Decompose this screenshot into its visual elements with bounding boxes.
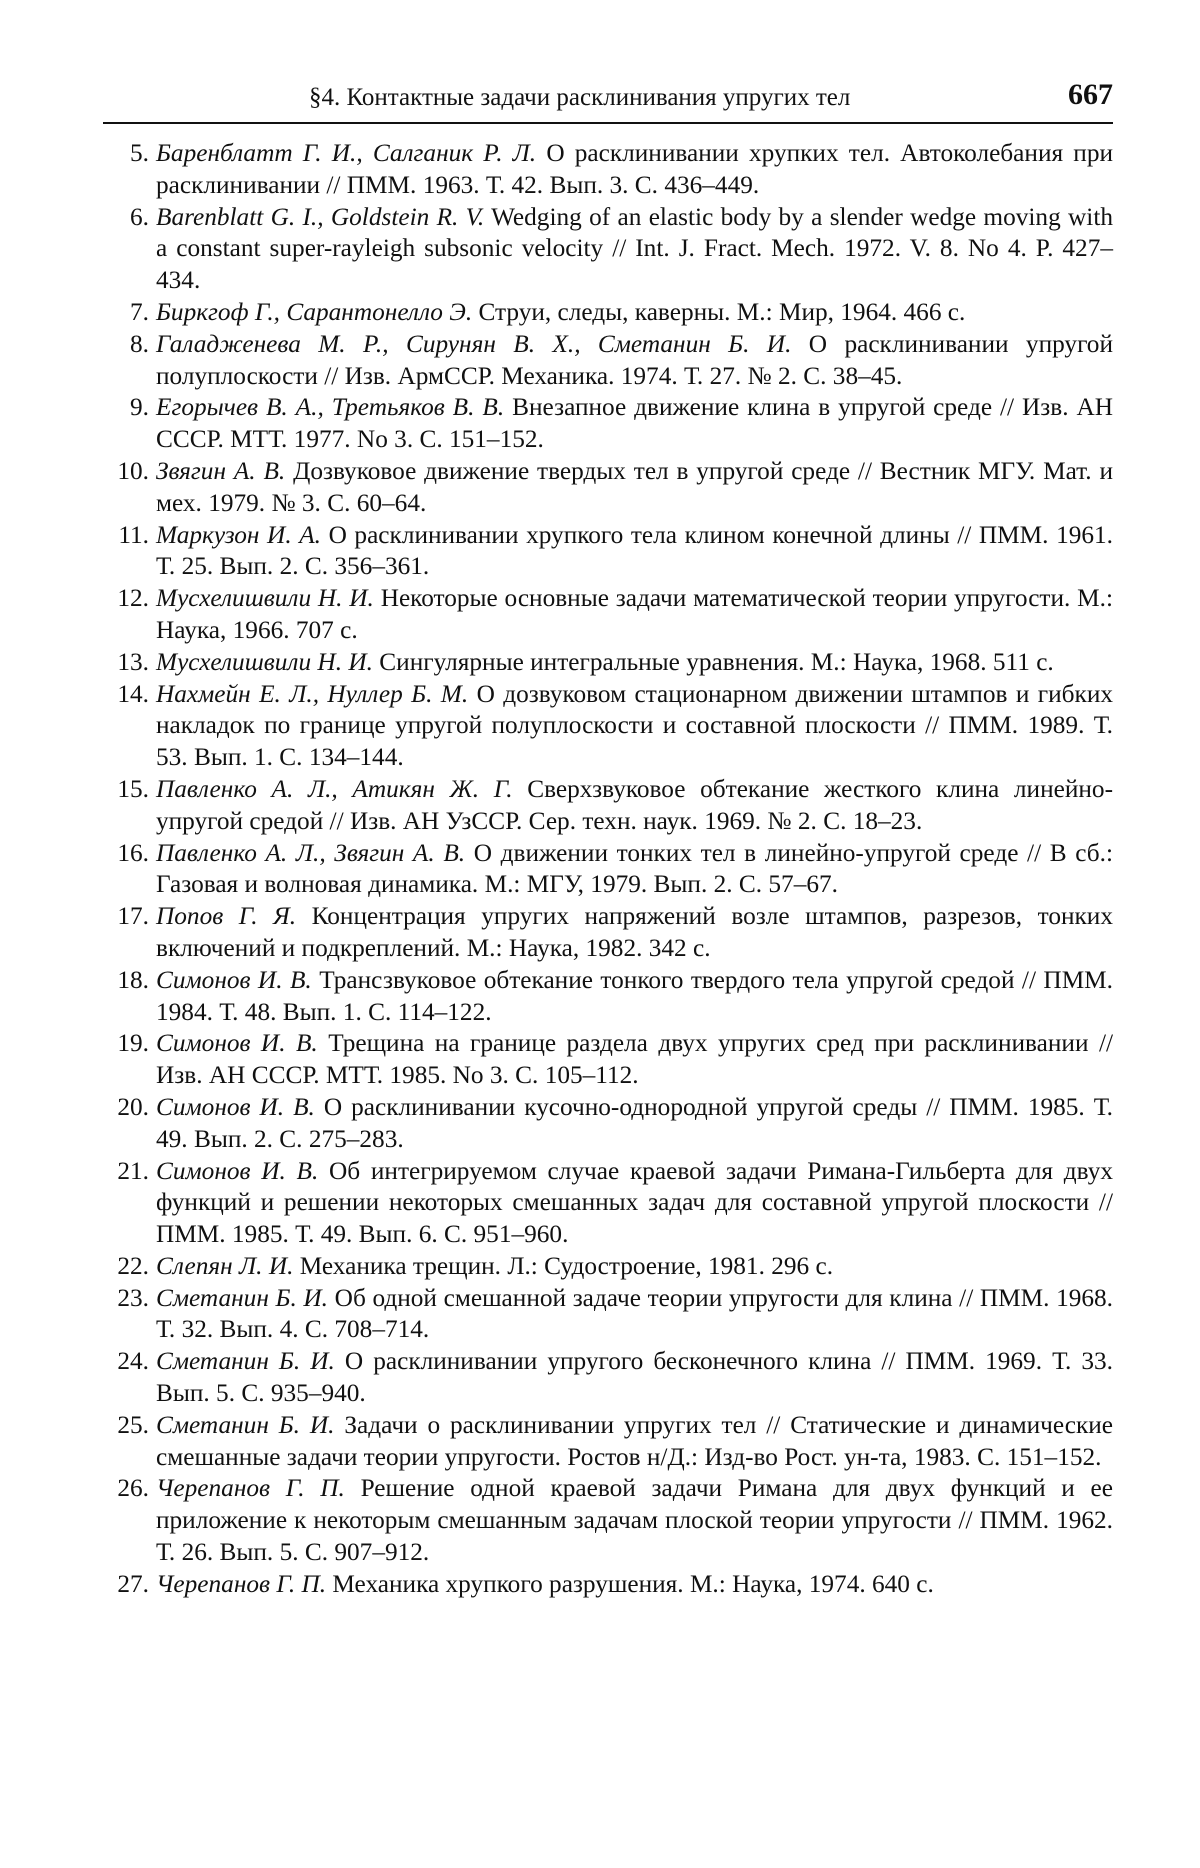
reference-authors: Галадженева М. Р., Сирунян В. Х., Сметанин Б. И. [156, 329, 792, 358]
reference-text: О расклинивании хрупких тел. Автоколебания при расклинивании // ПММ. 1963. Т. 42. Вып. 3. С. 436–449. [156, 139, 1113, 199]
reference-text: О расклинивании кусочно-однородной упругой среды // ПММ. 1985. Т. 49. Вып. 2. С. 275–283. [156, 1092, 1113, 1153]
reference-item [103, 297, 1113, 329]
reference-number: 18. [117, 965, 149, 994]
reference-text: Механика трещин. Л.: Судостроение, 1981. 296 с. [299, 1251, 834, 1280]
reference-text: О расклинивании упругой полуплоскости // Изв. АрмССР. Механика. 1974. Т. 27. № 2. С. 38–45. [156, 329, 1113, 390]
reference-text: Об одной смешанной задаче теории упругости для клина // ПММ. 1968. Т. 32. Вып. 4. С. 708–714. [156, 1283, 1114, 1344]
running-header [103, 78, 1113, 124]
reference-text: Сверхзвуковое обтекание жесткого клина линейно-упругой средой // Изв. АН УзССР. Сер. техн. наук. 1969. № 2. С. 18–23. [156, 774, 1114, 835]
reference-authors: Мусхелишвили Н. И. [156, 647, 373, 676]
reference-number: 5. [130, 139, 149, 167]
reference-number: 20. [117, 1092, 149, 1121]
reference-number: 24. [117, 1347, 149, 1376]
reference-text: О расклинивании упругого бесконечного клина // ПММ. 1969. Т. 33. Вып. 5. С. 935–940. [156, 1347, 1114, 1408]
reference-item [103, 456, 1113, 520]
reference-list [103, 138, 1113, 1601]
reference-authors: Сметанин Б. И. [156, 1283, 329, 1312]
reference-number: 6. [130, 202, 149, 231]
reference-item [103, 1569, 1113, 1601]
reference-item [103, 138, 1113, 202]
reference-item [103, 520, 1113, 584]
reference-item [103, 329, 1113, 393]
reference-authors: Звягин А. В. [156, 456, 286, 485]
reference-text: О движении тонких тел в линейно-упругой среде // В сб.: Газовая и волновая динамика. М.: МГУ, 1979. Вып. 2. С. 57–67. [156, 838, 1113, 899]
reference-number: 21. [117, 1156, 149, 1185]
reference-authors: Симонов И. В. [156, 1156, 319, 1185]
reference-number: 7. [130, 297, 149, 326]
reference-number: 19. [117, 1029, 149, 1058]
reference-authors: Симонов И. В. [156, 965, 312, 994]
reference-authors: Barenblatt G. I., Goldstein R. V. [156, 202, 485, 231]
reference-authors: Биркгоф Г., Сарантонелло Э. [156, 297, 473, 326]
reference-text: Дозвуковое движение твердых тел в упругой среде // Вестник МГУ. Мат. и мех. 1979. № 3. С. 60–64. [156, 456, 1113, 517]
reference-authors: Сметанин Б. И. [156, 1410, 335, 1439]
reference-item [103, 1410, 1113, 1474]
reference-number: 9. [130, 393, 149, 422]
reference-number: 17. [117, 902, 149, 931]
reference-authors: Симонов И. В. [156, 1029, 318, 1058]
reference-text: Wedging of an elastic body by a slender wedge moving with a constant super-rayleigh subsonic velocity // Int. J. Fract. Mech. 1972. V. 8. No 4. P. 427–434. [156, 202, 1114, 295]
reference-authors: Черепанов Г. П. [156, 1474, 345, 1503]
reference-item [103, 583, 1113, 647]
reference-item [103, 392, 1113, 456]
reference-authors: Павленко А. Л., Звягин А. В. [156, 838, 466, 867]
reference-item [103, 1346, 1113, 1410]
reference-number: 26. [117, 1474, 149, 1503]
reference-number: 25. [117, 1410, 149, 1439]
reference-text: Струи, следы, каверны. М.: Мир, 1964. 466 с. [478, 297, 966, 326]
reference-number: 15. [117, 774, 149, 803]
reference-text: Некоторые основные задачи математической теории упругости. М.: Наука, 1966. 707 с. [156, 584, 1113, 644]
reference-text: Концентрация упругих напряжений возле штампов, разрезов, тонких включений и подкреплений. М.: Наука, 1982. 342 с. [156, 902, 1113, 962]
reference-item [103, 679, 1113, 774]
reference-item [103, 202, 1113, 297]
reference-text: Решение одной краевой задачи Римана для двух функций и ее приложение к некоторым смешанным задачам плоской теории упругости // ПММ. 1962. Т. 26. Вып. 5. С. 907–912. [156, 1474, 1114, 1567]
reference-authors: Мусхелишвили Н. И. [156, 584, 374, 613]
reference-authors: Баренблатт Г. И., Салганик Р. Л. [156, 139, 537, 167]
reference-authors: Маркузон И. А. [156, 520, 321, 549]
reference-authors: Попов Г. Я. [156, 902, 297, 931]
reference-text: Задачи о расклинивании упругих тел // Статические и динамические смешанные задачи теории упругости. Ростов н/Д.: Изд-во Рост. ун-та, 1983. С. 151–152. [156, 1410, 1114, 1471]
reference-text: Механика хрупкого разрушения. М.: Наука, 1974. 640 с. [332, 1569, 934, 1598]
reference-item [103, 1092, 1113, 1156]
reference-authors: Сметанин Б. И. [156, 1347, 335, 1376]
reference-item [103, 838, 1113, 902]
reference-number: 16. [117, 838, 149, 867]
reference-item [103, 774, 1113, 838]
reference-text: Внезапное движение клина в упругой среде // Изв. АН СССР. МТТ. 1977. No 3. С. 151–152. [156, 393, 1113, 454]
reference-text: Трансзвуковое обтекание тонкого твердого тела упругой средой // ПММ. 1984. Т. 48. Вып. 1. С. 114–122. [156, 965, 1114, 1026]
reference-authors: Черепанов Г. П. [156, 1569, 327, 1598]
reference-text: Сингулярные интегральные уравнения. М.: Наука, 1968. 511 с. [379, 647, 1054, 676]
reference-number: 23. [117, 1283, 149, 1312]
reference-number: 8. [130, 329, 149, 358]
reference-item [103, 965, 1113, 1029]
reference-number: 11. [118, 520, 149, 549]
reference-item [103, 901, 1113, 965]
reference-number: 10. [117, 456, 149, 485]
reference-authors: Павленко А. Л., Атикян Ж. Г. [156, 774, 513, 803]
reference-text: О расклинивании хрупкого тела клином конечной длины // ПММ. 1961. Т. 25. Вып. 2. С. 356–361. [156, 520, 1113, 581]
reference-number: 12. [117, 584, 149, 613]
reference-item [103, 1473, 1113, 1568]
reference-text: Трещина на границе раздела двух упругих сред при расклинивании // Изв. АН СССР. МТТ. 1985. No 3. С. 105–112. [156, 1029, 1113, 1090]
reference-text: Об интегрируемом случае краевой задачи Римана-Гильберта для двух функций и решении некоторых смешанных задач для составной упругой плоскости // ПММ. 1985. Т. 49. Вып. 6. С. 951–960. [156, 1156, 1113, 1249]
reference-item [103, 1028, 1113, 1092]
reference-authors: Егорычев В. А., Третьяков В. В. [156, 393, 505, 422]
reference-number: 13. [117, 647, 149, 676]
reference-text: О дозвуковом стационарном движении штампов и гибких накладок по границе упругой полуплоскости и составной плоскости // ПММ. 1989. Т. 53. Вып. 1. С. 134–144. [156, 679, 1114, 772]
reference-item [103, 1156, 1113, 1251]
reference-item [103, 647, 1113, 679]
reference-number: 27. [117, 1569, 149, 1598]
reference-authors: Нахмейн Е. Л., Нуллер Б. М. [156, 679, 469, 708]
reference-item [103, 1283, 1113, 1347]
reference-authors: Слепян Л. И. [156, 1251, 294, 1280]
reference-number: 14. [117, 679, 149, 708]
page-number: 667 [1068, 78, 1113, 111]
reference-number: 22. [117, 1251, 149, 1280]
reference-authors: Симонов И. В. [156, 1092, 315, 1121]
reference-item [103, 1251, 1113, 1283]
section-title: §4. Контактные задачи расклинивания упругих тел [309, 84, 851, 111]
book-page [103, 78, 1113, 1601]
